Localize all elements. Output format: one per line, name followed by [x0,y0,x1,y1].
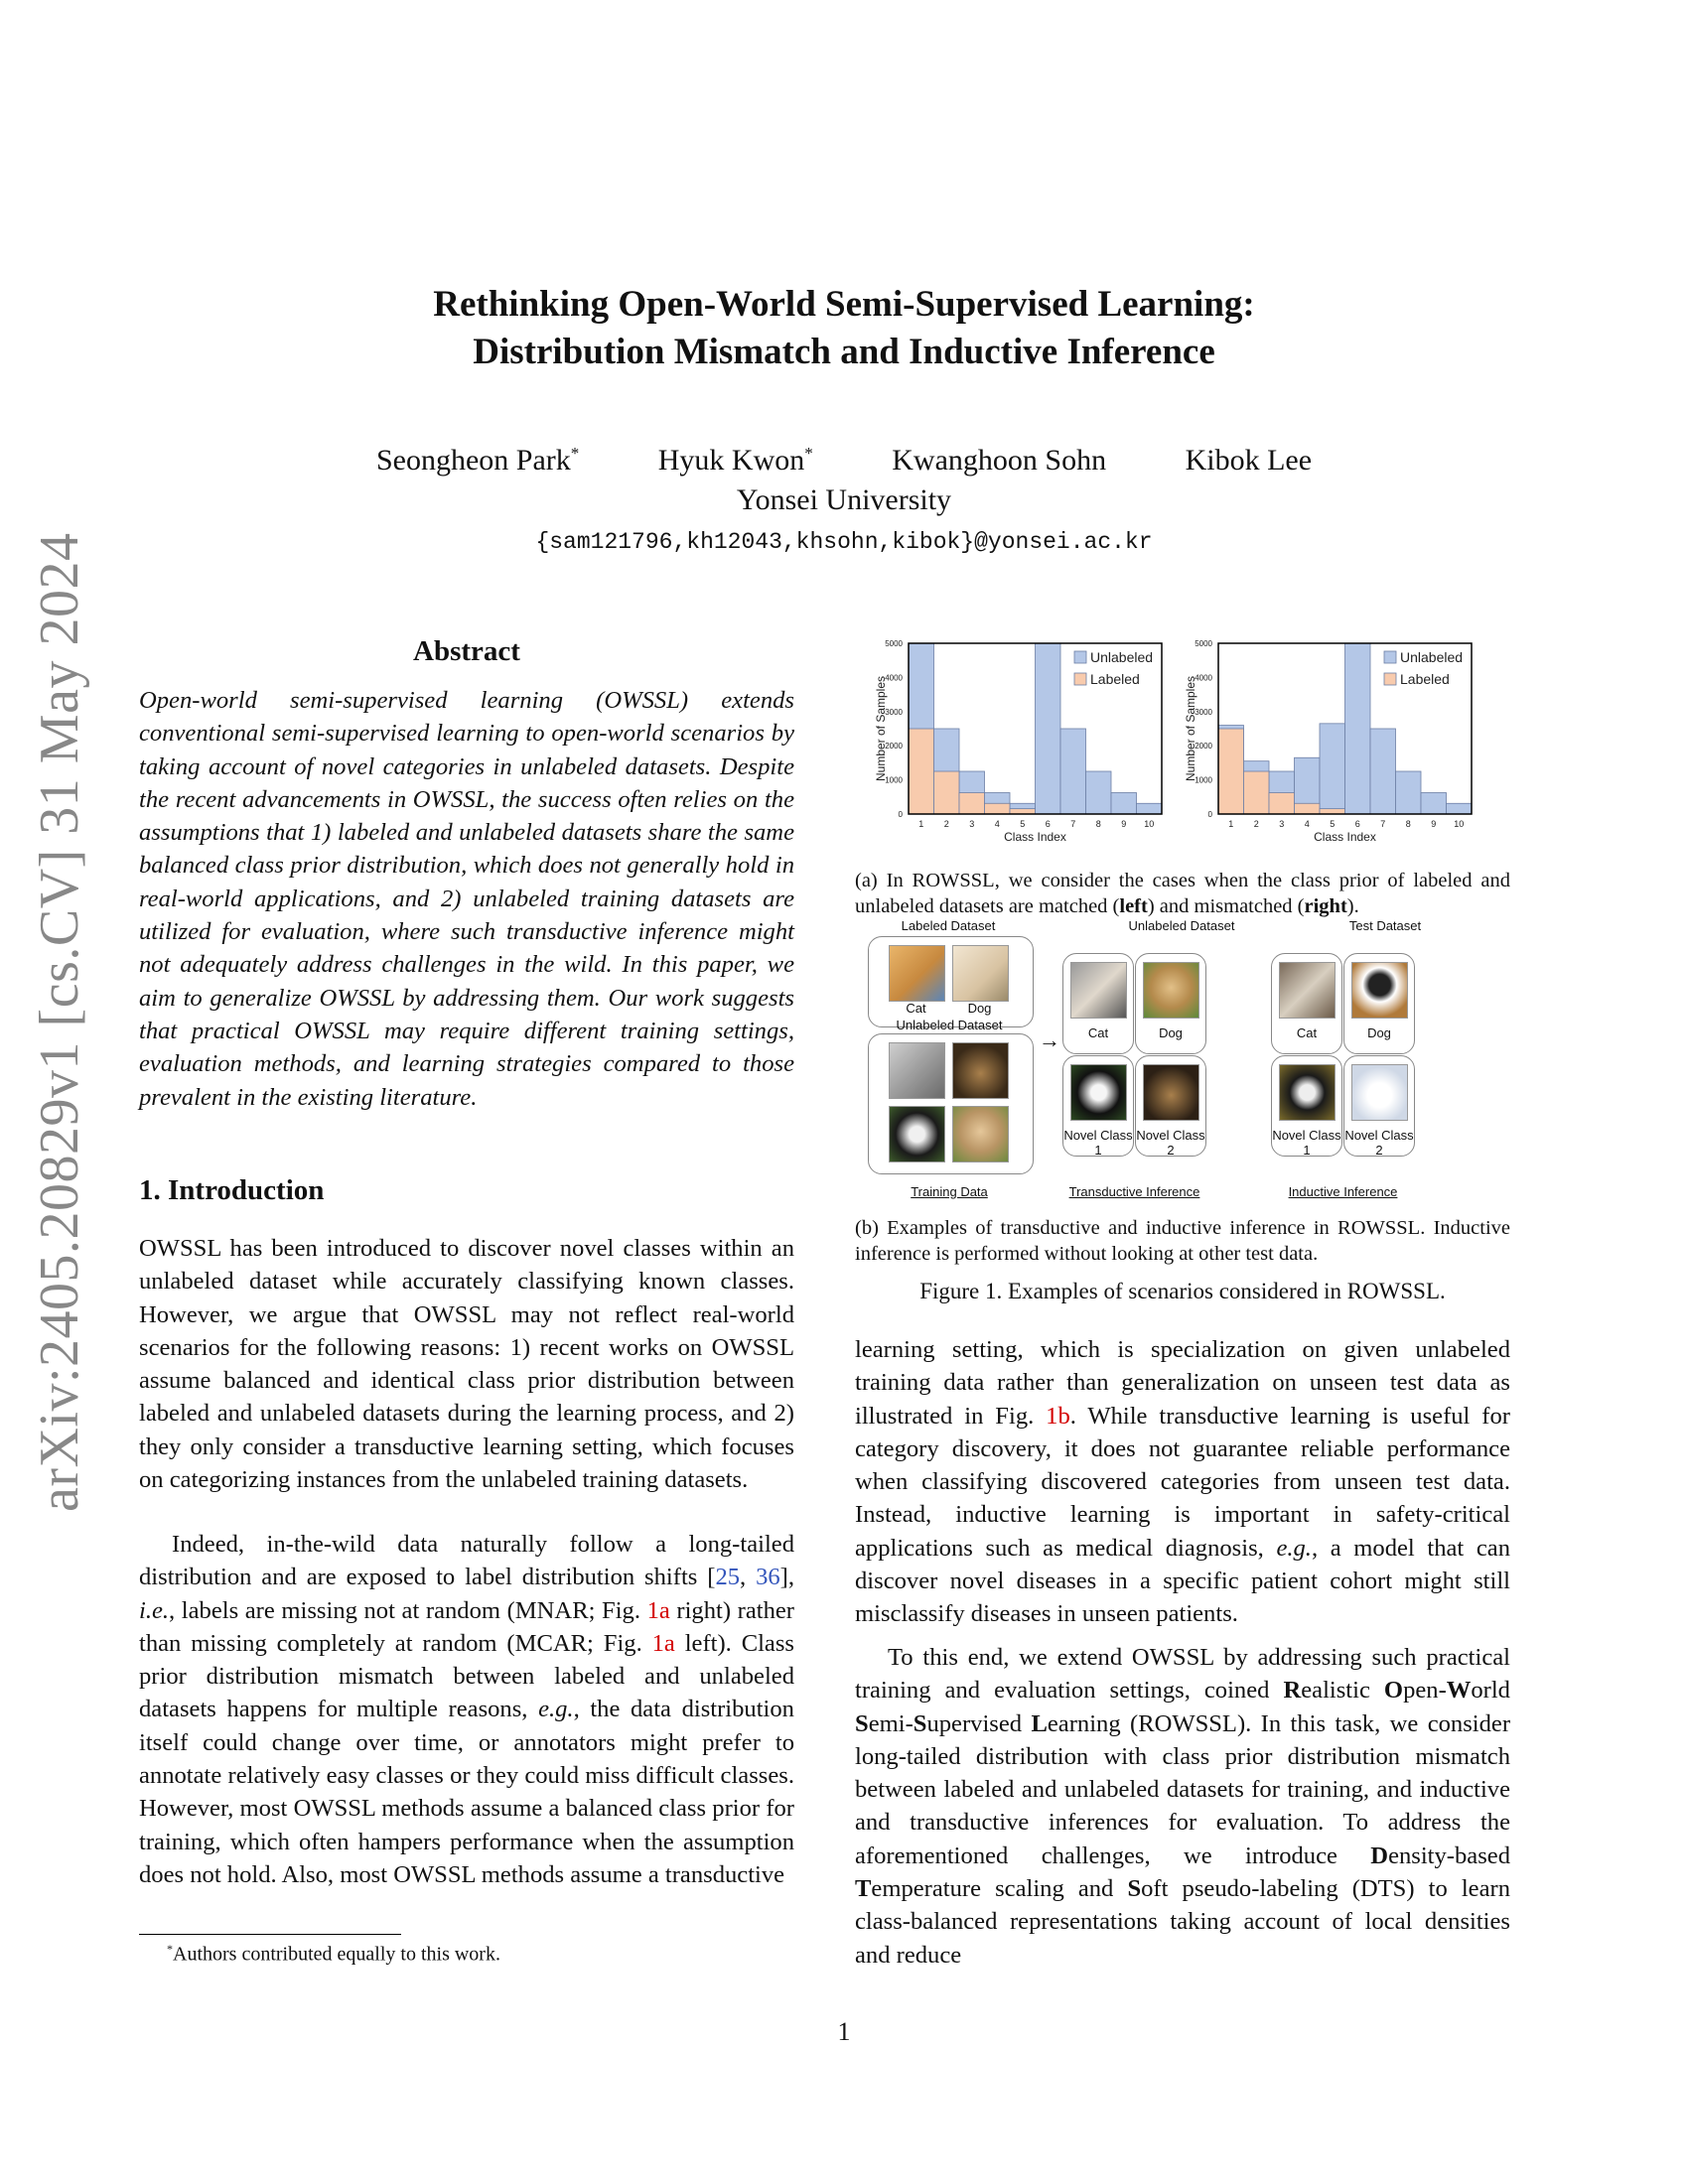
bar-labeled-class-1 [909,729,934,814]
photo-inductive-dog [1351,962,1408,1019]
legend-swatch-labeled [1074,673,1086,685]
figure-ref-link[interactable]: 1a [651,1629,675,1657]
abstract-heading: Abstract [413,635,520,667]
page-number: 1 [837,2017,851,2046]
y-tick-label: 2000 [1195,742,1212,751]
x-tick-label: 10 [1454,819,1465,829]
y-tick-label: 5000 [885,639,903,648]
label-test-dataset: Test Dataset [1348,918,1422,933]
citation-link[interactable]: 25 [715,1564,741,1591]
legend-label-unlabeled: Unlabeled [1090,649,1154,665]
y-tick-label: 0 [898,810,903,819]
footnote: *Authors contributed equally to this work. [167,1942,500,1966]
bar-unlabeled-class-9 [1421,793,1447,815]
y-tick-label: 1000 [1195,775,1212,785]
title-line-1: Rethinking Open-World Semi-Supervised Learning: [433,284,1255,325]
x-tick-label: 1 [1228,819,1234,829]
legend-swatch-unlabeled [1384,651,1396,663]
y-tick-label: 4000 [885,673,903,683]
bar-labeled-class-3 [959,793,985,815]
photo-transductive-novel1 [1070,1064,1127,1121]
arrow-right-icon: → [1039,1027,1060,1052]
label-unlabeled-dataset-train: Unlabeled Dataset [896,1018,1003,1032]
label-transductive-inference: Transductive Inference [1068,1184,1200,1199]
bar-labeled-class-2 [934,771,960,814]
photo-unlabeled-3 [889,1106,945,1162]
bar-labeled-class-4 [985,803,1011,814]
y-axis-label: Number of Samples [874,675,888,782]
title-line-2: Distribution Mismatch and Inductive Inference [473,332,1215,372]
y-tick-label: 0 [1207,810,1212,819]
intro-paragraph-3: learning setting, which is specialization on given unlabeled training data rather than generalization on unseen test data as illustrated in Fig. 1b. While transductive learning is useful for category discovery, it does not guarantee reliable performance when classifying discovered categories from unseen test data. Instead, inductive learning is important in safety-critical applications such as medical diagnosis, e.g., a model that can discover novel diseases in a specific patient cohort might still misclassify diseases in unseen patients. [855,1336,1510,1628]
photo-unlabeled-2 [952,1042,1009,1099]
bar-unlabeled-class-8 [1086,771,1112,814]
bar-labeled-class-1 [1218,729,1244,814]
unlabeled-dataset-panel [868,1033,1034,1174]
bar-unlabeled-class-6 [1036,643,1061,814]
transductive-dog-panel: Dog [1135,953,1206,1054]
bar-unlabeled-class-7 [1060,729,1086,814]
x-tick-label: 6 [1045,819,1051,829]
x-tick-label: 5 [1020,819,1026,829]
bar-unlabeled-class-10 [1447,803,1473,814]
x-tick-label: 3 [969,819,975,829]
photo-unlabeled-1 [889,1042,945,1099]
x-tick-label: 9 [1121,819,1127,829]
author-emails: {sam121796,kh12043,khsohn,kibok}@yonsei.ac.kr [535,529,1153,555]
y-axis-label: Number of Samples [1184,675,1197,782]
legend-label-labeled: Labeled [1400,671,1450,687]
abstract-body: Open-world semi-supervised learning (OWSSL) extends conventional semi-supervised learning to open-world scenarios by taking account of novel categories in unlabeled datasets. Despite the recent advancements in OWSSL, the success often relies on the assumptions that 1) labeled and unlabeled datasets share the same balanced class prior distribution, which does not generally hold in real-world applications, and 2) unlabeled training datasets are utilized for evaluation, where such transductive inference might not adequately address challenges in the wild. In this paper, we aim to generalize OWSSL by addressing them. Our work suggests that practical OWSSL may require different training settings, evaluation methods, and learning strategies compared to those prevalent in the existing literature. [139,687,794,1111]
x-tick-label: 5 [1330,819,1336,829]
bar-labeled-class-3 [1269,793,1295,815]
author-1: Seongheon Park* [375,444,580,477]
y-tick-label: 3000 [885,707,903,717]
caption-figure-1: Figure 1. Examples of scenarios considered in ROWSSL. [919,1279,1446,1303]
chart-matched [874,639,1162,844]
photo-labeled-cat [889,945,945,1002]
x-tick-label: 7 [1380,819,1386,829]
affiliation: Yonsei University [736,483,952,516]
bar-labeled-class-5 [1010,809,1036,814]
y-tick-label: 4000 [1195,673,1212,683]
transductive-novel2-panel: Novel Class 2 [1135,1055,1206,1157]
y-tick-label: 5000 [1195,639,1212,648]
label-training-data: Training Data [911,1184,988,1199]
x-tick-label: 2 [1253,819,1259,829]
bar-labeled-class-4 [1295,803,1321,814]
photo-unlabeled-4 [952,1106,1009,1162]
arxiv-stamp: arXiv:2405.20829v1 [cs.CV] 31 May 2024 [29,532,90,1512]
transductive-cat-panel: Cat [1062,953,1134,1054]
x-axis-label: Class Index [1004,830,1066,844]
x-axis-label: Class Index [1314,830,1376,844]
y-tick-label: 2000 [885,742,903,751]
intro-paragraph-2: Indeed, in-the-wild data naturally follow a long-tailed distribution and are exposed to label distribution shifts [25, 36], i.e., labels are missing not at random (MNAR; Fig. 1a right) rather than missing completely at random (MCAR; Fig. 1a left). Class prior distribution mismatch between labeled and unlabeled datasets happens for multiple reasons, e.g., the data distribution itself could change over time, or annotators might prefer to annotate relatively easy classes or they could miss difficult classes. However, most OWSSL methods assume a balanced class prior for training, which often hampers performance when the assumption does not hold. Also, most OWSSL methods assume a transductive [139,1531,795,1888]
photo-transductive-cat [1070,962,1127,1019]
paper-title [0,281,1688,376]
section-heading-introduction: 1. Introduction [139,1174,325,1206]
photo-transductive-novel2 [1143,1064,1199,1121]
legend-label-unlabeled: Unlabeled [1400,649,1464,665]
citation-link[interactable]: 36 [756,1564,780,1591]
bar-unlabeled-class-6 [1345,643,1371,814]
x-tick-label: 7 [1070,819,1076,829]
x-tick-label: 2 [943,819,949,829]
inductive-dog-panel: Dog [1343,953,1415,1054]
intro-paragraph-4: To this end, we extend OWSSL by addressing such practical training and evaluation settings, coined Realistic Open-World Semi-Supervised Learning (ROWSSL). In this task, we consider long-tailed distribution with class prior distribution mismatch between labeled and unlabeled datasets for training, and inductive and transductive inferences for evaluation. To address the aforementioned challenges, we introduce Density-based Temperature scaling and Soft pseudo-labeling (DTS) to learn class-balanced representations taking account of local densities and reduce [855,1644,1511,1969]
inductive-novel1-panel: Novel Class 1 [1271,1055,1342,1157]
caption-figure-1a: (a) In ROWSSL, we consider the cases when the class prior of labeled and unlabeled datasets are matched (left) and mismatched (right). [855,870,1510,917]
figure-1b-diagram [864,918,1489,1206]
bar-unlabeled-class-8 [1396,771,1422,814]
x-tick-label: 9 [1431,819,1437,829]
inductive-cat-panel: Cat [1271,953,1342,1054]
legend-label-labeled: Labeled [1090,671,1140,687]
author-4: Kibok Lee [1185,444,1313,477]
label-unlabeled-dataset: Unlabeled Dataset [1128,918,1235,933]
x-tick-label: 4 [1304,819,1310,829]
legend-swatch-unlabeled [1074,651,1086,663]
photo-inductive-novel2 [1351,1064,1408,1121]
figure-ref-link[interactable]: 1b [1046,1402,1070,1430]
figure-ref-link[interactable]: 1a [646,1596,670,1624]
bar-labeled-class-2 [1244,771,1270,814]
caption-figure-1b: (b) Examples of transductive and inductive inference in ROWSSL. Inductive inference is performed without looking at other test data. [855,1217,1510,1265]
x-tick-label: 4 [994,819,1000,829]
bar-unlabeled-class-9 [1111,793,1137,815]
figure-1a-charts [849,635,1484,859]
x-tick-label: 10 [1144,819,1155,829]
chart-mismatched [1184,639,1472,844]
x-tick-label: 1 [918,819,924,829]
x-tick-label: 6 [1354,819,1360,829]
x-tick-label: 3 [1279,819,1285,829]
photo-inductive-cat [1279,962,1336,1019]
author-list [0,444,1688,478]
labeled-dataset-panel: Cat Dog [868,936,1034,1027]
x-tick-label: 8 [1405,819,1411,829]
bar-labeled-class-5 [1320,809,1345,814]
intro-paragraph-1: OWSSL has been introduced to discover novel classes within an unlabeled dataset while accurately classifying known classes. However, we argue that OWSSL may not reflect real-world scenarios for the following reasons: 1) recent works on OWSSL assume balanced and identical class prior distribution between labeled and unlabeled datasets during the learning process, and 2) they only consider a transductive learning setting, which focuses on categorizing instances from the unlabeled training datasets. [139,1235,794,1494]
y-tick-label: 1000 [885,775,903,785]
inductive-novel2-panel: Novel Class 2 [1343,1055,1415,1157]
footnote-rule [139,1934,401,1935]
photo-transductive-dog [1143,962,1199,1019]
label-inductive-inference: Inductive Inference [1288,1184,1398,1199]
transductive-novel1-panel: Novel Class 1 [1062,1055,1134,1157]
y-tick-label: 3000 [1195,707,1212,717]
bar-unlabeled-class-10 [1137,803,1163,814]
x-tick-label: 8 [1095,819,1101,829]
photo-labeled-dog [952,945,1009,1002]
author-2: Hyuk Kwon* [657,444,813,477]
bar-unlabeled-class-5 [1320,724,1345,814]
bar-unlabeled-class-7 [1370,729,1396,814]
legend-swatch-labeled [1384,673,1396,685]
photo-inductive-novel1 [1279,1064,1336,1121]
label-labeled-dataset: Labeled Dataset [901,918,996,933]
author-3: Kwanghoon Sohn [892,444,1107,477]
